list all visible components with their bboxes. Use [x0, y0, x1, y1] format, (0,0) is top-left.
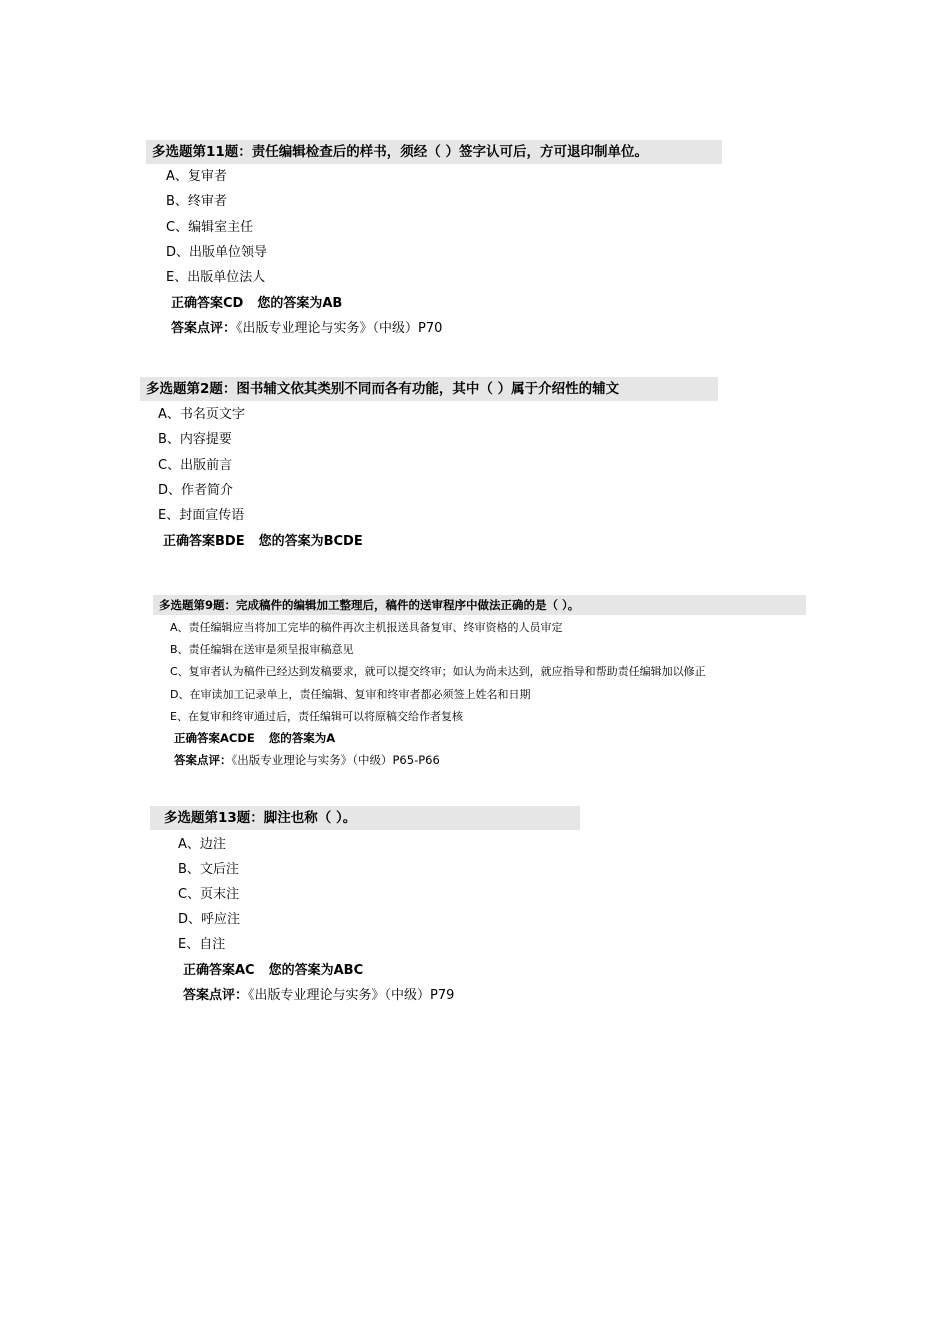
option-e: E、自注: [178, 937, 226, 952]
option-e: E、出版单位法人: [166, 270, 266, 285]
option-d: D、呼应注: [178, 912, 241, 927]
option-a: A、复审者: [166, 169, 227, 184]
note-label: 答案点评：: [171, 321, 237, 336]
option-e: E、在复审和终审通过后，责任编辑可以将原稿交给作者复核: [170, 710, 463, 723]
question-title: 多选题第11题：责任编辑检查后的样书，须经（ ）签字认可后，方可退印制单位。: [146, 140, 722, 164]
your-answer: 您的答案为AB: [257, 296, 343, 311]
option-d: D、作者简介: [158, 483, 234, 498]
note-reference: 《出版专业理论与实务》（中级）P70: [236, 321, 443, 336]
answer-line: [183, 959, 363, 978]
answer-note: [174, 752, 440, 768]
option-b: B、文后注: [178, 862, 239, 877]
option-b: B、终审者: [166, 194, 227, 209]
option-c: C、复审者认为稿件已经达到发稿要求，就可以提交终审；如认为尚未达到，就应指导和帮助责任编辑加以修正: [170, 665, 706, 678]
note-reference: 《出版专业理论与实务》（中级）P65-P66: [231, 753, 440, 767]
answer-line: [163, 530, 363, 549]
question-title: 多选题第9题：完成稿件的编辑加工整理后，稿件的送审程序中做法正确的是（ ）。: [153, 595, 806, 615]
option-a: A、边注: [178, 837, 226, 852]
correct-answer: 正确答案CD: [171, 296, 244, 311]
option-b: B、责任编辑在送审是须呈报审稿意见: [170, 643, 354, 656]
option-c: C、出版前言: [158, 458, 233, 473]
option-b: B、内容提要: [158, 432, 232, 447]
correct-answer: 正确答案ACDE: [174, 731, 255, 745]
note-label: 答案点评：: [174, 753, 232, 767]
your-answer: 您的答案为A: [268, 731, 336, 745]
question-block: [153, 595, 806, 767]
question-block: [150, 806, 580, 1003]
option-c: C、编辑室主任: [166, 220, 254, 235]
question-block: [140, 377, 718, 549]
note-label: 答案点评：: [183, 988, 249, 1003]
answer-note: [171, 317, 442, 336]
your-answer: 您的答案为BCDE: [258, 534, 363, 549]
option-e: E、封面宣传语: [158, 508, 245, 523]
option-a: A、责任编辑应当将加工完毕的稿件再次主机报送具备复审、终审资格的人员审定: [170, 621, 563, 634]
correct-answer: 正确答案AC: [183, 963, 255, 978]
option-d: D、在审读加工记录单上，责任编辑、复审和终审者都必须签上姓名和日期: [170, 688, 531, 701]
answer-line: [171, 292, 342, 311]
question-title: 多选题第2题：图书辅文依其类别不同而各有功能，其中（ ）属于介绍性的辅文: [140, 377, 718, 401]
option-c: C、页末注: [178, 887, 240, 902]
answer-line: [174, 730, 335, 746]
your-answer: 您的答案为ABC: [268, 963, 364, 978]
correct-answer: 正确答案BDE: [163, 534, 245, 549]
question-block: [146, 140, 722, 336]
question-title: 多选题第13题：脚注也称（ ）。: [150, 806, 580, 830]
option-a: A、书名页文字: [158, 407, 245, 422]
option-d: D、出版单位领导: [166, 245, 268, 260]
note-reference: 《出版专业理论与实务》（中级）P79: [248, 988, 455, 1003]
answer-note: [183, 984, 454, 1003]
